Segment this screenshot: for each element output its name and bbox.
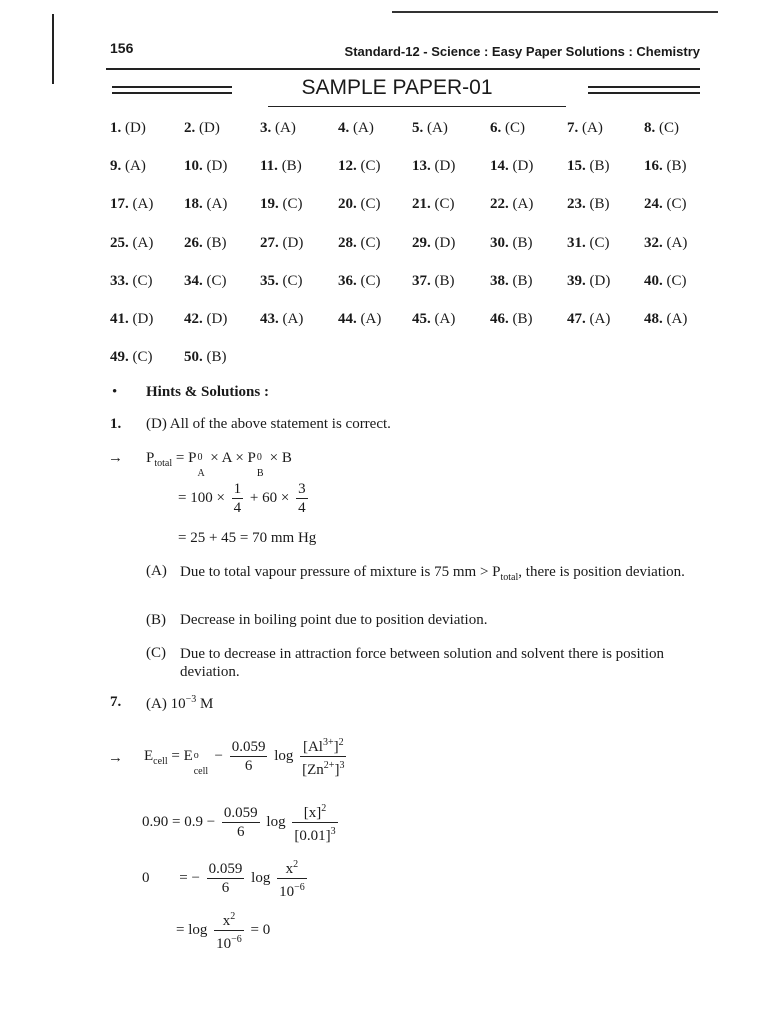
answer-choice: (C) <box>434 196 455 212</box>
answer-choice: (C) <box>206 273 227 289</box>
answer-item <box>490 273 533 290</box>
answer-number: 26. <box>184 235 203 251</box>
answer-number: 29. <box>412 235 431 251</box>
answer-choice: (B) <box>512 273 533 289</box>
answer-number: 35. <box>260 273 279 289</box>
answer-number: 25. <box>110 235 129 251</box>
answer-choice: (C) <box>132 273 153 289</box>
answer-choice: (A) <box>282 311 304 327</box>
option-b-label: (B) <box>146 612 166 628</box>
option-b-text: Decrease in boiling point due to position deviation. <box>180 612 488 628</box>
answer-number: 38. <box>490 273 509 289</box>
answer-item <box>412 273 455 290</box>
answer-item <box>338 120 374 137</box>
answer-item <box>110 158 146 175</box>
answer-choice: (B) <box>589 158 610 174</box>
answer-choice: (A) <box>589 311 611 327</box>
answer-choice: (B) <box>512 311 533 327</box>
answer-choice: (B) <box>434 273 455 289</box>
answer-number: 5. <box>412 120 424 136</box>
answer-number: 28. <box>338 235 357 251</box>
answer-item <box>338 235 381 252</box>
answer-number: 32. <box>644 235 663 251</box>
answer-number: 3. <box>260 120 272 136</box>
answer-choice: (A) <box>666 235 688 251</box>
nernst-equation: $E_{cell} = E$ o cell − $\frac{0.059}{6}$ log $\frac{[Al^{3+}]^2}{[Zn^{2+}]^3}$ <box>144 734 349 779</box>
answer-choice: (A) <box>360 311 382 327</box>
nernst-substitution: 0.90 = 0.9 − $\frac{0.059}{6}$ log $\frac{[x]^2}{[0.01]^3}$ <box>142 800 341 845</box>
answer-choice: (C) <box>666 273 687 289</box>
answer-number: 31. <box>567 235 586 251</box>
answer-choice: (C) <box>659 120 679 136</box>
answer-choice: (D) <box>512 158 534 174</box>
answer-choice: (A) <box>275 120 296 136</box>
answer-number: 23. <box>567 196 586 212</box>
answer-number: 12. <box>338 158 357 174</box>
answer-number: 9. <box>110 158 122 174</box>
answer-item <box>110 235 153 252</box>
answer-choice: (B) <box>206 349 227 365</box>
answer-number: 36. <box>338 273 357 289</box>
answer-choice: (B) <box>666 158 687 174</box>
answer-item <box>644 158 687 175</box>
answer-choice: (B) <box>512 235 533 251</box>
answer-item <box>490 196 533 213</box>
answer-number: 22. <box>490 196 509 212</box>
answer-item <box>644 235 687 252</box>
answer-number: 15. <box>567 158 586 174</box>
answer-item <box>260 196 303 213</box>
answer-item <box>644 196 687 213</box>
title-ornament-right <box>588 86 700 94</box>
nernst-zero-line: 0 = − $\frac{0.059}{6}$ log $\frac{x^2}{10^{-6}}$ <box>142 856 310 901</box>
answer-number: 49. <box>110 349 129 365</box>
answer-item <box>110 349 153 366</box>
answer-item <box>490 158 533 175</box>
answer-number: 24. <box>644 196 663 212</box>
answer-choice: (D) <box>206 311 228 327</box>
answer-choice: (A) <box>132 235 154 251</box>
answer-number: 14. <box>490 158 509 174</box>
answer-item <box>184 349 227 366</box>
answer-choice: (D) <box>199 120 220 136</box>
calc-line-fractions: = 100 × $\frac{1}{4}$ + 60 × $\frac{3}{4}$ <box>178 481 306 516</box>
answer-number: 4. <box>338 120 350 136</box>
answer-choice: (C) <box>282 196 303 212</box>
answer-number: 1. <box>110 120 122 136</box>
answer-item <box>260 273 303 290</box>
option-c-label: (C) <box>146 645 166 661</box>
answer-item <box>260 120 296 137</box>
answer-item <box>412 158 455 175</box>
answer-item <box>567 158 610 175</box>
answer-item <box>184 120 220 137</box>
answer-item <box>490 120 525 137</box>
answer-item <box>490 235 533 252</box>
answer-number: 7. <box>567 120 579 136</box>
answer-choice: (B) <box>206 235 227 251</box>
margin-rule <box>52 14 54 84</box>
option-c-text: Due to decrease in attraction force between solution and solvent there is position deviation. <box>180 646 665 680</box>
answer-choice: (D) <box>125 120 146 136</box>
answer-number: 16. <box>644 158 663 174</box>
answer-item <box>567 311 610 328</box>
answer-number: 30. <box>490 235 509 251</box>
answer-choice: (C) <box>360 196 381 212</box>
answer-choice: (A) <box>666 311 688 327</box>
answer-choice: (D) <box>434 235 456 251</box>
answer-choice: (A) <box>125 158 146 174</box>
answer-item <box>184 235 227 252</box>
answer-choice: (C) <box>589 235 610 251</box>
answer-choice: (D) <box>132 311 154 327</box>
arrow-icon: → <box>108 750 123 766</box>
q1-text: (D) All of the above statement is correct. <box>146 416 391 432</box>
answer-item <box>338 311 381 328</box>
answer-number: 10. <box>184 158 203 174</box>
answer-item <box>110 311 153 328</box>
answer-item <box>110 196 153 213</box>
answer-item <box>567 273 610 290</box>
page-number: 156 <box>110 40 134 56</box>
answer-number: 39. <box>567 273 586 289</box>
answer-item <box>110 273 153 290</box>
answer-item <box>644 311 687 328</box>
answer-item <box>184 196 227 213</box>
header-rule <box>106 68 700 70</box>
answer-choice: (A) <box>353 120 374 136</box>
answer-number: 37. <box>412 273 431 289</box>
q7-number: 7. <box>110 694 122 710</box>
answer-item <box>567 120 603 137</box>
answer-item <box>412 196 455 213</box>
answer-number: 40. <box>644 273 663 289</box>
answer-choice: (C) <box>505 120 525 136</box>
answer-item <box>644 273 687 290</box>
answer-number: 42. <box>184 311 203 327</box>
answer-choice: (A) <box>206 196 228 212</box>
answer-choice: (C) <box>360 158 381 174</box>
arrow-icon: → <box>108 450 123 466</box>
answer-choice: (D) <box>206 158 228 174</box>
answer-choice: (A) <box>427 120 448 136</box>
answer-item <box>338 273 381 290</box>
answer-item <box>184 158 227 175</box>
answer-item <box>412 311 455 328</box>
answer-number: 34. <box>184 273 203 289</box>
answer-choice: (C) <box>132 349 153 365</box>
answer-number: 33. <box>110 273 129 289</box>
fraction-3-4: $\frac{3}{4}$ <box>298 481 306 516</box>
answer-item <box>338 158 381 175</box>
answer-number: 19. <box>260 196 279 212</box>
answer-choice: (A) <box>434 311 456 327</box>
answer-number: 41. <box>110 311 129 327</box>
top-rule <box>392 11 718 13</box>
answer-number: 2. <box>184 120 196 136</box>
hints-heading: Hints & Solutions : <box>146 384 269 400</box>
calc-line-result: = 25 + 45 = 70 mm Hg <box>178 530 317 546</box>
page-title: SAMPLE PAPER-01 <box>301 76 493 99</box>
answer-choice: (C) <box>360 273 381 289</box>
answer-choice: (D) <box>282 235 304 251</box>
answer-item <box>260 158 302 175</box>
answer-number: 11. <box>260 158 278 174</box>
answer-number: 50. <box>184 349 203 365</box>
q7-text: (A) $10^{-3}$ M <box>146 694 214 712</box>
answer-item <box>567 235 610 252</box>
answer-item <box>490 311 533 328</box>
answer-number: 43. <box>260 311 279 327</box>
answer-number: 6. <box>490 120 502 136</box>
p-total-equation: $P_{total} = P$ 0 A × A × P 0 B × B <box>146 450 292 479</box>
title-underline <box>268 106 566 107</box>
option-a-label: (A) <box>146 563 167 579</box>
bullet: • <box>112 384 118 400</box>
answer-number: 13. <box>412 158 431 174</box>
answer-choice: (D) <box>589 273 611 289</box>
answer-number: 45. <box>412 311 431 327</box>
answer-choice: (A) <box>132 196 154 212</box>
answer-number: 47. <box>567 311 586 327</box>
answer-number: 44. <box>338 311 357 327</box>
answer-item <box>412 120 448 137</box>
title-ornament-left <box>112 86 232 94</box>
answer-choice: (C) <box>666 196 687 212</box>
answer-item <box>184 273 227 290</box>
answer-item <box>567 196 610 213</box>
answer-item <box>260 235 303 252</box>
answer-item <box>644 120 679 137</box>
answer-choice: (D) <box>434 158 456 174</box>
answer-number: 17. <box>110 196 129 212</box>
answer-number: 27. <box>260 235 279 251</box>
answer-choice: (C) <box>360 235 381 251</box>
option-a-text: Due to total vapour pressure of mixture is 75 mm > $P_{total}$, there is position deviation. <box>180 564 685 583</box>
answer-item <box>260 311 303 328</box>
answer-choice: (B) <box>281 158 302 174</box>
answer-choice: (C) <box>282 273 303 289</box>
running-head: Standard-12 - Science : Easy Paper Solutions : Chemistry <box>344 44 700 59</box>
answer-number: 48. <box>644 311 663 327</box>
answer-choice: (A) <box>512 196 534 212</box>
answer-item <box>110 120 146 137</box>
nernst-final-line: = log $\frac{x^2}{10^{-6}}$ = 0 <box>176 908 270 953</box>
answer-number: 46. <box>490 311 509 327</box>
answer-item <box>412 235 455 252</box>
q1-number: 1. <box>110 416 122 432</box>
answer-choice: (A) <box>582 120 603 136</box>
answer-number: 8. <box>644 120 656 136</box>
answer-item <box>338 196 381 213</box>
answer-number: 21. <box>412 196 431 212</box>
answer-number: 20. <box>338 196 357 212</box>
fraction-1-4: $\frac{1}{4}$ <box>233 481 242 516</box>
answer-item <box>184 311 227 328</box>
answer-number: 18. <box>184 196 203 212</box>
answer-choice: (B) <box>589 196 610 212</box>
